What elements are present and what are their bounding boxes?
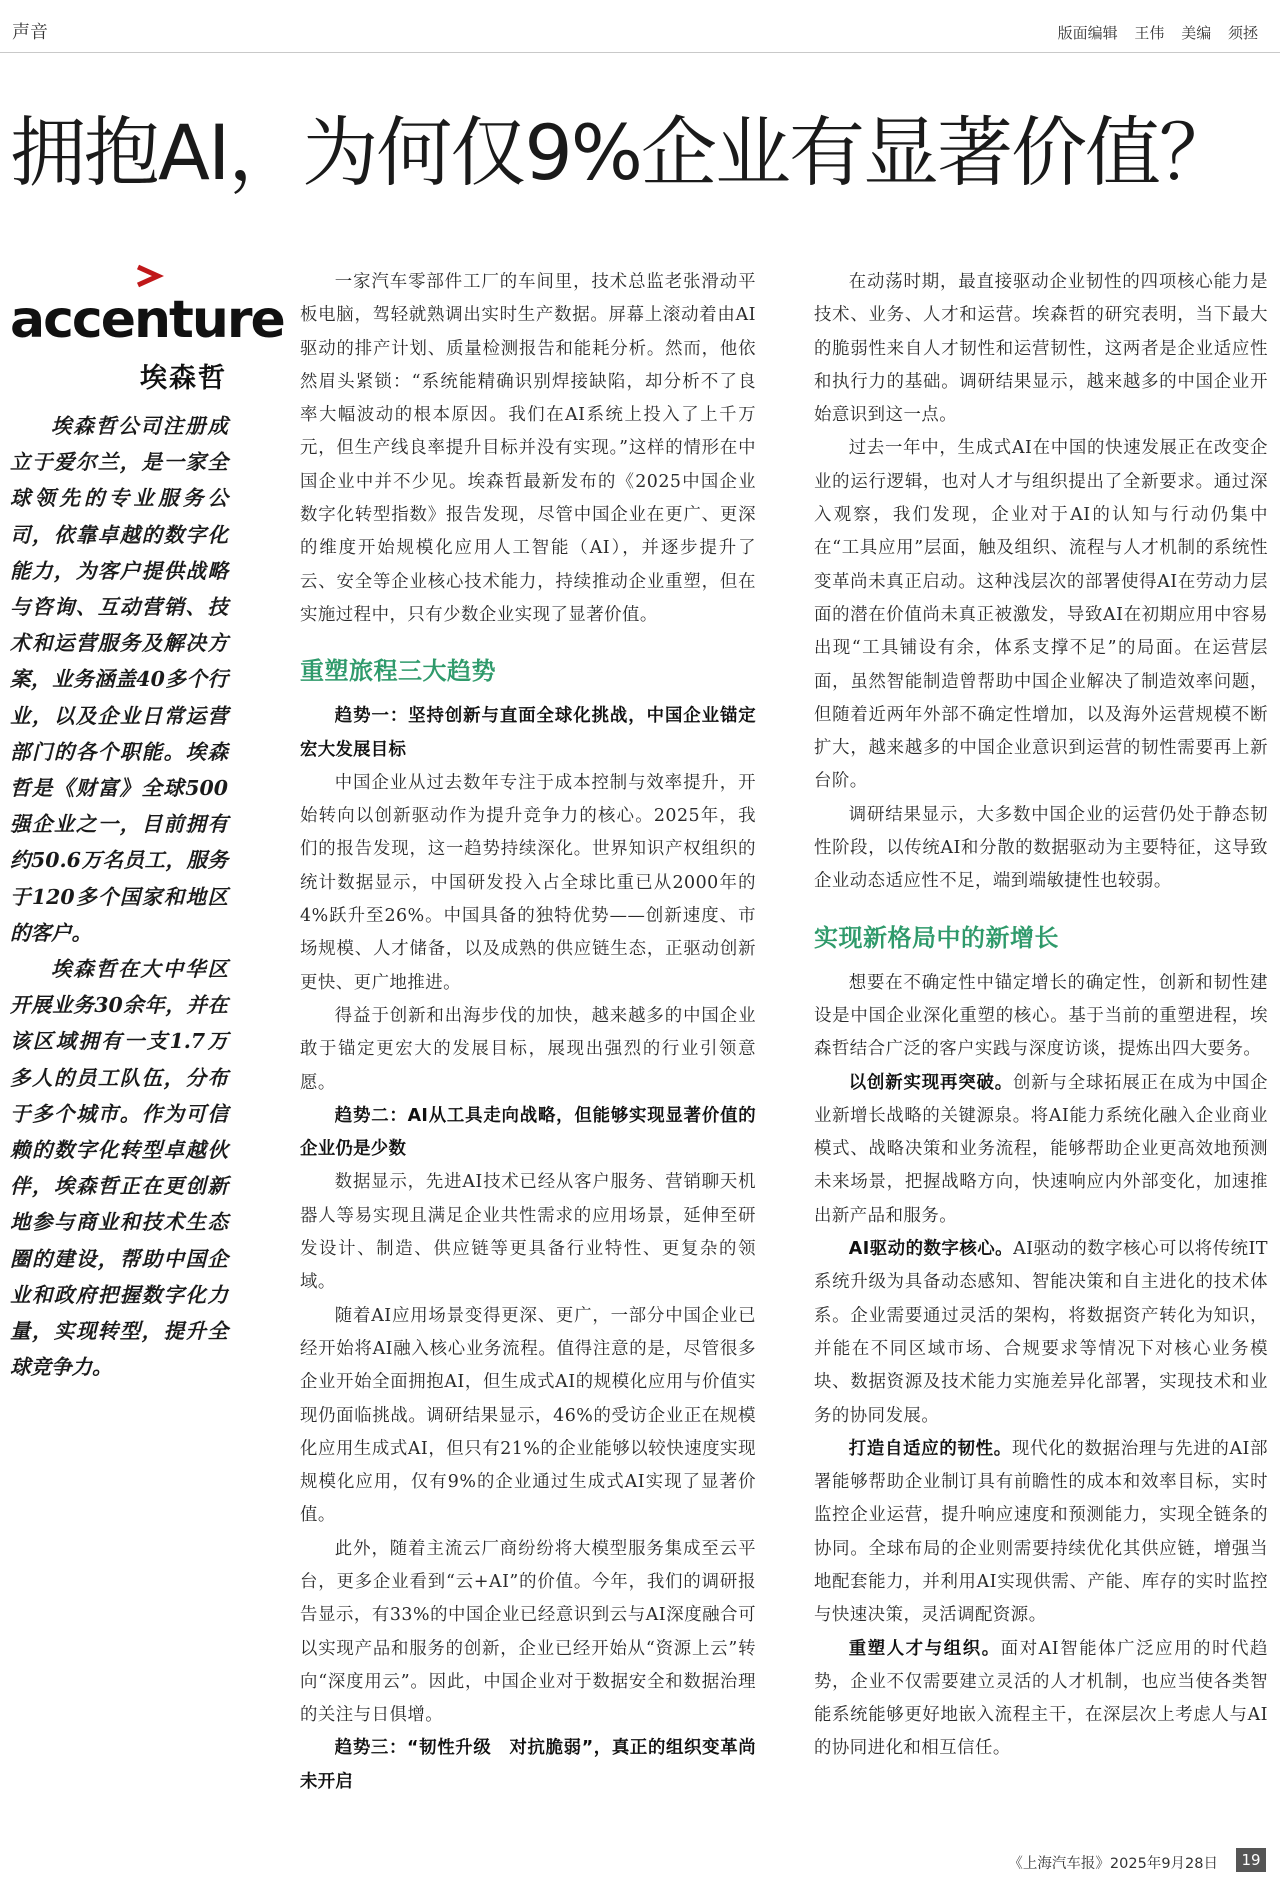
paragraph: 调研结果显示，大多数中国企业的运营仍处于静态韧性阶段，以传统AI和分散的数据驱动为主要特征，这导致企业动态适应性不足，端到端敏捷性也较弱。 [814, 804, 1268, 892]
section-heading: 实现新格局中的新增长 [814, 923, 1059, 952]
trend-heading: 趋势一：坚持创新与直面全球化挑战，中国企业锚定宏大发展目标 [300, 706, 756, 760]
trend-heading: 趋势二：AI从工具走向战略，但能够实现显著价值的企业仍是少数 [300, 1105, 756, 1160]
editor-label: 版面编辑 [1057, 24, 1118, 42]
paragraph [814, 1633, 1268, 1766]
article-column-2 [814, 266, 1268, 1766]
section-label: 声音 [12, 22, 48, 43]
paragraph [814, 1233, 1268, 1433]
paragraph: 数据显示，先进AI技术已经从客户服务、营销聊天机器人等易实现且满足企业共性需求的应用场景，延伸至研发设计、制造、供应链等更具备行业特性、更复杂的领域。 [300, 1172, 756, 1293]
article-column-1 [300, 266, 756, 1799]
lead-in: 打造自适应的韧性。 [848, 1438, 1012, 1459]
paragraph: 想要在不确定性中锚定增长的确定性，创新和韧性建设是中国企业深化重塑的核心。基于当前的重塑进程，埃森哲结合广泛的客户实践与深度访谈，提炼出四大要务。 [814, 972, 1268, 1060]
paragraph: 一家汽车零部件工厂的车间里，技术总监老张滑动平板电脑，驾轻就熟调出实时生产数据。屏幕上滚动着由AI驱动的排产计划、质量检测报告和能耗分析。然而，他依然眉头紧锁：“系统能精确识别焊接缺陷，却分析不了良率大幅波动的根本原因。我们在AI系统上投入了上千万元，但生产线良率提升目标并没有实现。”这样的情形在中国企业中并不少见。埃森哲最新发布的《2025中国企业数字化转型指数》报告发现，尽管中国企业在更广、更深的维度开始规模化应用人工智能（AI），并逐步提升了云、安全等企业核心技术能力，持续推动企业重塑，但在实施过程中，只有少数企业实现了显著价值。 [300, 272, 756, 625]
paragraph-body: AI驱动的数字核心可以将传统IT系统升级为具备动态感知、智能决策和自主进化的技术体系。企业需要通过灵活的架构，将数据资产转化为知识，并能在不同区域市场、合规要求等情况下对核心业务模块、数据资源及技术能力实施差异化部署，实现技术和业务的协同发展。 [814, 1239, 1268, 1426]
paragraph [814, 1433, 1268, 1633]
publication-footer: 《上海汽车报》2025年9月28日 [1008, 1856, 1218, 1872]
logo-chinese-name: 埃森哲 [140, 363, 227, 394]
company-profile-sidebar [10, 408, 228, 1385]
header-rule [0, 52, 1280, 53]
editor-name: 王伟 [1134, 24, 1165, 42]
trend-heading: 趋势三：“韧性升级 对抗脆弱”，真正的组织变革尚未开启 [300, 1738, 756, 1792]
paragraph [814, 1067, 1268, 1233]
lead-in: 重塑人才与组织。 [848, 1638, 1001, 1659]
credits [1046, 22, 1258, 43]
paragraph-body: 面对AI智能体广泛应用的时代趋势，企业不仅需要建立灵活的人才机制，也应当使各类智能系统能够更好地嵌入流程主干，在深层次上考虑人与AI的协同进化和相互信任。 [814, 1638, 1268, 1759]
paragraph: 过去一年中，生成式AI在中国的快速发展正在改变企业的运行逻辑，也对人才与组织提出了全新要求。通过深入观察，我们发现，企业对于AI的认知与行动仍集中在“工具应用”层面，触及组织、流程与人才机制的系统性变革尚未真正启动。这种浅层次的部署使得AI在劳动力层面的潜在价值尚未真正被激发，导致AI在初期应用中容易出现“工具铺设有余，体系支撑不足”的局面。在运营层面，虽然智能制造曾帮助中国企业解决了制造效率问题，但随着近两年外部不确定性增加，以及海外运营规模不断扩大，越来越多的中国企业意识到运营的韧性需要再上新台阶。 [814, 438, 1268, 792]
paragraph: 得益于创新和出海步伐的加快，越来越多的中国企业敢于锚定更宏大的发展目标，展现出强烈的行业引领意愿。 [300, 1005, 756, 1093]
paragraph: 在动荡时期，最直接驱动企业韧性的四项核心能力是技术、业务、人才和运营。埃森哲的研究表明，当下最大的脆弱性来自人才韧性和运营韧性，这两者是企业适应性和执行力的基础。调研结果显示，越来越多的中国企业开始意识到这一点。 [814, 272, 1268, 426]
page-title: 拥抱AI，为何仅9%企业有显著价值？ [10, 108, 1233, 197]
lead-in: 以创新实现再突破。 [848, 1072, 1013, 1093]
section-heading: 重塑旅程三大趋势 [300, 657, 496, 686]
sidebar-paragraph: 埃森哲在大中华区开展业务30余年，并在该区域拥有一支1.7万多人的员工队伍，分布于多个城市。作为可信赖的数字化转型卓越伙伴，埃森哲正在更创新地参与商业和技术生态圈的建设，帮助中国企业和政府把握数字化力量，实现转型，提升全球竞争力。 [10, 957, 228, 1380]
sidebar-paragraph: 埃森哲公司注册成立于爱尔兰，是一家全球领先的专业服务公司，依靠卓越的数字化能力，为客户提供战略与咨询、互动营销、技术和运营服务及解决方案，业务涵盖40多个行业，以及企业日常运营部门的各个职能。埃森哲是《财富》全球500强企业之一，目前拥有约50.6万名员工，服务于120多个国家和地区的客户。 [10, 414, 228, 945]
paragraph-body: 创新与全球拓展正在成为中国企业新增长战略的关键源泉。将AI能力系统化融入企业商业模式、战略决策和业务流程，能够帮助企业更高效地预测未来场景，把握战略方向，快速响应内外部变化，加速推出新产品和服务。 [814, 1072, 1268, 1226]
paragraph: 此外，随着主流云厂商纷纷将大模型服务集成至云平台，更多企业看到“云+AI”的价值。今年，我们的调研报告显示，有33%的中国企业已经意识到云与AI深度融合可以实现产品和服务的创新，企业已经开始从“资源上云”转向“深度用云”。因此，中国企业对于数据安全和数据治理的关注与日俱增。 [300, 1538, 756, 1726]
designer-name: 须拯 [1227, 24, 1258, 42]
page-number: 19 [1236, 1848, 1266, 1872]
designer-label: 美编 [1181, 24, 1212, 42]
logo-wordmark: accenture [10, 290, 284, 350]
paragraph: 中国企业从过去数年专注于成本控制与效率提升，开始转向以创新驱动作为提升竞争力的核心。2025年，我们的报告发现，这一趋势持续深化。世界知识产权组织的统计数据显示，中国研发投入占全球比重已从2000年的4%跃升至26%。中国具备的独特优势——创新速度、市场规模、人才储备，以及成熟的供应链生态，正驱动创新更快、更广地推进。 [300, 772, 756, 993]
paragraph: 随着AI应用场景变得更深、更广，一部分中国企业已经开始将AI融入核心业务流程。值得注意的是，尽管很多企业开始全面拥抱AI，但生成式AI的规模化应用与价值实现仍面临挑战。调研结果显示，46%的受访企业正在规模化应用生成式AI，但只有21%的企业能够以较快速度实现规模化应用，仅有9%的企业通过生成式AI实现了显著价值。 [300, 1305, 756, 1526]
lead-in: AI驱动的数字核心。 [848, 1239, 1014, 1260]
paragraph-body: 现代化的数据治理与先进的AI部署能够帮助企业制订具有前瞻性的成本和效率目标，实时监控企业运营，提升响应速度和预测能力，实现全链条的协同。全球布局的企业则需要持续优化其供应链，增强当地配套能力，并利用AI实现供需、产能、库存的实时监控与快速决策，灵活调配资源。 [814, 1438, 1268, 1626]
